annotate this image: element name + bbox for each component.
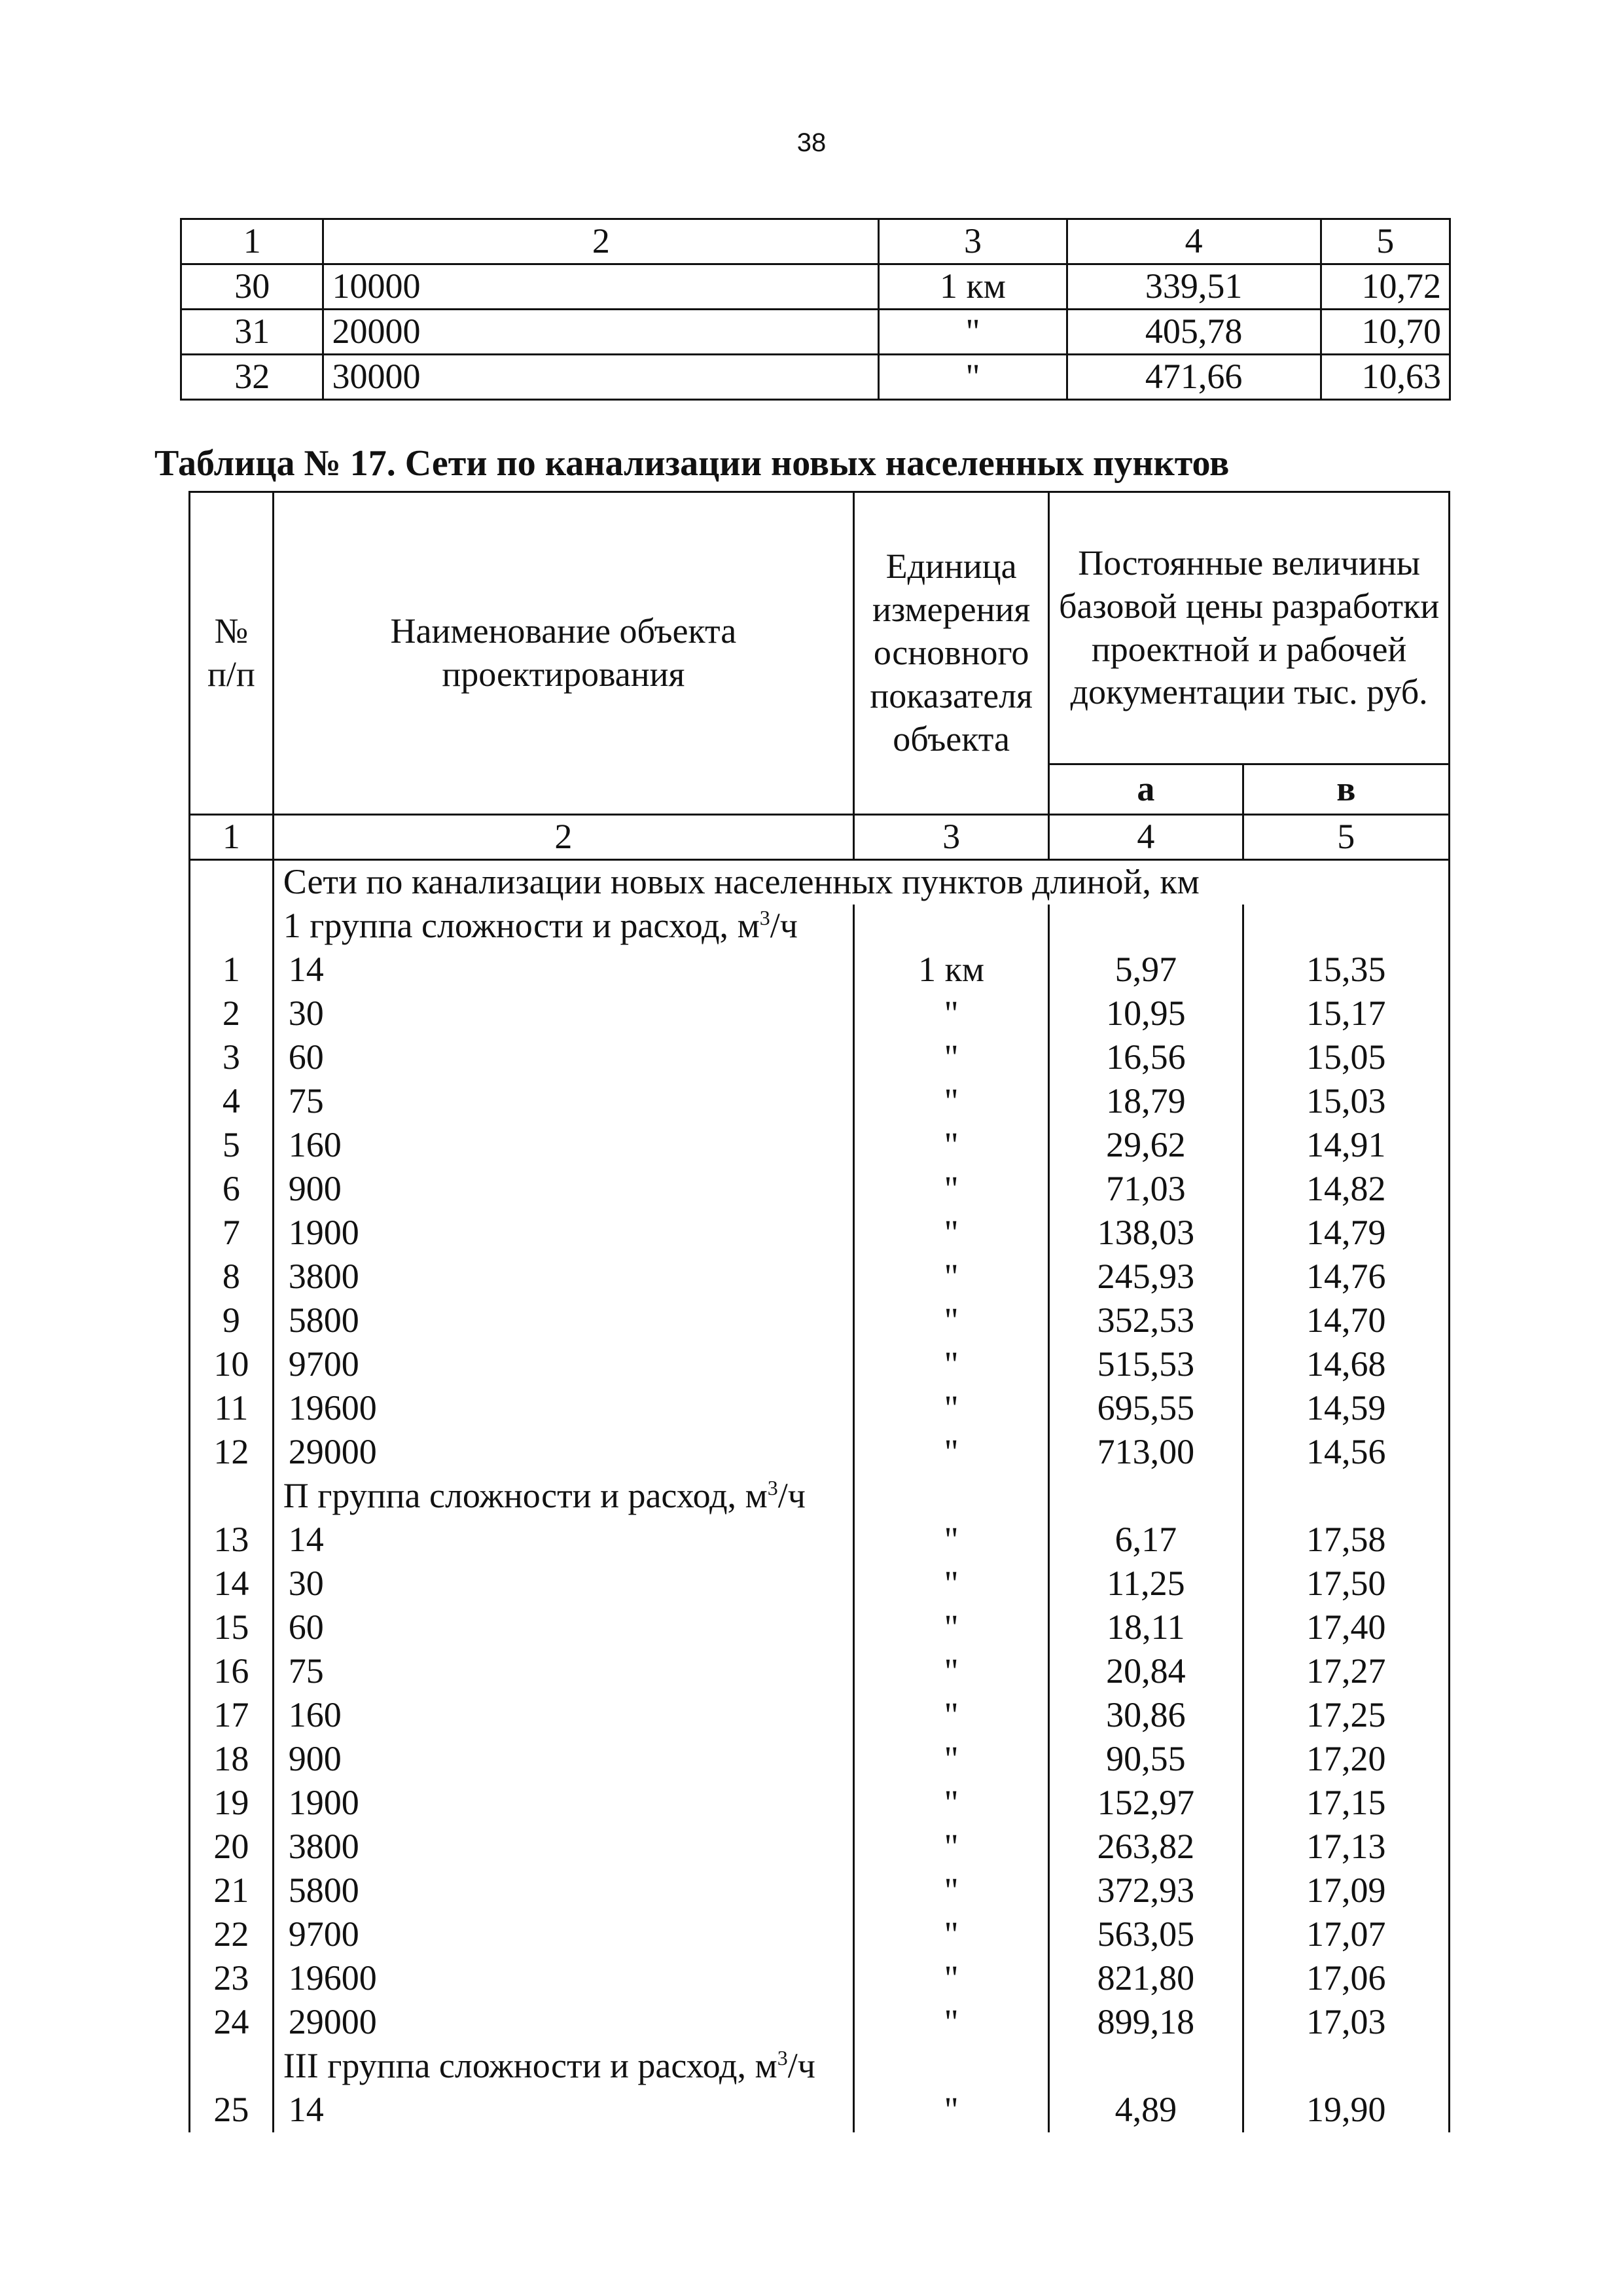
row-unit: " [853,1211,1048,1255]
unit-per-hour: /ч [770,906,798,946]
row-number: 11 [190,1387,274,1431]
row-unit: " [853,1782,1048,1825]
empty-cell [1243,1475,1449,1518]
unit-m: м [745,1476,768,1516]
row-value-b: 17,40 [1243,1606,1449,1650]
header-num: № п/п [190,492,274,815]
row-value-b: 17,07 [1243,1913,1449,1957]
table-row [190,1211,1450,1255]
table-row [190,1738,1450,1782]
row-number: 8 [190,1255,274,1299]
row-number [190,1475,274,1518]
column-number: 2 [273,814,853,859]
table-row [181,264,1450,309]
row-unit: " [853,1387,1048,1431]
table-row [190,1387,1450,1431]
row-value-b: 14,79 [1243,1211,1449,1255]
group-title-row [190,2045,1450,2089]
table-row [190,1343,1450,1387]
row-value-b: 15,03 [1243,1080,1449,1124]
table-row [190,2089,1450,2132]
row-number: 17 [190,1694,274,1738]
row-value-a: 30,86 [1049,1694,1243,1738]
row-number: 13 [190,1518,274,1562]
row-number: 23 [190,1957,274,2001]
column-number-row [190,814,1450,859]
table-row [190,1782,1450,1825]
row-value-b: 15,17 [1243,992,1449,1036]
row-value-a: 6,17 [1049,1518,1243,1562]
empty-cell [1049,905,1243,948]
row-unit: " [853,1562,1048,1606]
row-name: 160 [273,1694,853,1738]
row-value-b: 14,68 [1243,1343,1449,1387]
header-sub-a: а [1049,764,1243,815]
row-value-b: 17,03 [1243,2001,1449,2045]
row-name: 60 [273,1606,853,1650]
table-row [190,1168,1450,1211]
row-value-a: 10,95 [1049,992,1243,1036]
row-number: 14 [190,1562,274,1606]
row-unit: 1 км [853,948,1048,992]
empty-cell [853,905,1048,948]
table-row [190,1124,1450,1168]
table-row [190,992,1450,1036]
row-name: 5800 [273,1299,853,1343]
row-number [190,905,274,948]
row-value-b: 17,20 [1243,1738,1449,1782]
row-number: 25 [190,2089,274,2132]
header-sub-b: в [1243,764,1449,815]
row-number: 18 [190,1738,274,1782]
row-number: 9 [190,1299,274,1343]
table-row [190,1036,1450,1080]
table-row [190,2001,1450,2045]
row-unit: " [853,2001,1048,2045]
row-value-a: 515,53 [1049,1343,1243,1387]
empty-cell [1049,2045,1243,2089]
table-row [190,1431,1450,1475]
column-number: 1 [181,219,323,264]
row-number: 7 [190,1211,274,1255]
column-number-row [181,219,1450,264]
column-number: 1 [190,814,274,859]
row-name: 29000 [273,1431,853,1475]
row-unit: " [853,1124,1048,1168]
row-name: 5800 [273,1869,853,1913]
row-number: 4 [190,1080,274,1124]
row-value-b: 17,09 [1243,1869,1449,1913]
row-unit: " [853,1343,1048,1387]
row-unit: " [853,1255,1048,1299]
row-unit: 1 км [879,264,1067,309]
row-value-b: 14,82 [1243,1168,1449,1211]
row-value-a: 20,84 [1049,1650,1243,1694]
row-number [190,2045,274,2089]
row-value-a: 263,82 [1049,1825,1243,1869]
row-number: 2 [190,992,274,1036]
row-value-b: 17,25 [1243,1694,1449,1738]
column-number: 4 [1067,219,1321,264]
header-name: Наименование объекта проектирования [273,492,853,815]
row-value-a: 5,97 [1049,948,1243,992]
row-value-a: 405,78 [1067,309,1321,354]
row-number: 21 [190,1869,274,1913]
row-value-a: 352,53 [1049,1299,1243,1343]
row-name: 30000 [323,354,879,399]
table-row [190,1606,1450,1650]
group-title-row [190,1475,1450,1518]
table-row [181,309,1450,354]
row-unit: " [853,1650,1048,1694]
row-value-a: 563,05 [1049,1913,1243,1957]
row-value-b: 17,13 [1243,1825,1449,1869]
row-number: 20 [190,1825,274,1869]
row-value-b: 19,90 [1243,2089,1449,2132]
group-title [273,905,853,948]
row-number: 30 [181,264,323,309]
header-price: Постоянные величины базовой цены разработки проектной и рабочей документации тыс. руб. [1049,492,1450,764]
unit-per-hour: /ч [777,1476,806,1516]
row-unit: " [853,1168,1048,1211]
row-value-b: 17,58 [1243,1518,1449,1562]
row-value-b: 10,63 [1321,354,1450,399]
row-name: 29000 [273,2001,853,2045]
row-unit: " [853,1431,1048,1475]
table-row [190,1869,1450,1913]
table-row [190,1694,1450,1738]
row-unit: " [853,1957,1048,2001]
table-row [190,1825,1450,1869]
row-value-a: 4,89 [1049,2089,1243,2132]
row-value-a: 11,25 [1049,1562,1243,1606]
unit-per-hour: /ч [787,2046,815,2086]
row-value-a: 471,66 [1067,354,1321,399]
row-number: 15 [190,1606,274,1650]
row-number: 3 [190,1036,274,1080]
table-row [190,1957,1450,2001]
row-unit: " [853,1738,1048,1782]
row-name: 75 [273,1650,853,1694]
row-unit: " [853,1825,1048,1869]
table-row [190,1562,1450,1606]
row-number: 10 [190,1343,274,1387]
row-number: 32 [181,354,323,399]
empty-cell [1243,905,1449,948]
row-value-b: 10,70 [1321,309,1450,354]
table-row [190,1080,1450,1124]
main-table [188,491,1450,2132]
row-name: 19600 [273,1957,853,2001]
row-name: 1900 [273,1211,853,1255]
header-unit: Единица измерения основного показателя объекта [853,492,1048,815]
row-unit: " [853,1299,1048,1343]
unit-m: м [737,906,760,946]
row-value-b: 14,59 [1243,1387,1449,1431]
row-unit: " [853,1694,1048,1738]
row-number: 16 [190,1650,274,1694]
row-name: 14 [273,948,853,992]
row-number: 6 [190,1168,274,1211]
column-number: 2 [323,219,879,264]
group-title [273,2045,853,2089]
row-name: 75 [273,1080,853,1124]
empty-cell [1049,1475,1243,1518]
row-name: 9700 [273,1343,853,1387]
row-value-a: 372,93 [1049,1869,1243,1913]
row-name: 3800 [273,1825,853,1869]
row-value-a: 71,03 [1049,1168,1243,1211]
row-unit: " [853,1869,1048,1913]
unit-superscript: 3 [759,906,770,930]
empty-cell [853,2045,1048,2089]
row-value-a: 90,55 [1049,1738,1243,1782]
row-number: 22 [190,1913,274,1957]
page-number: 38 [796,128,827,157]
unit-m: м [755,2046,777,2086]
table-row [190,1299,1450,1343]
row-unit: " [879,354,1067,399]
column-number: 5 [1321,219,1450,264]
column-number: 5 [1243,814,1449,859]
table-row [190,1913,1450,1957]
row-value-a: 695,55 [1049,1387,1243,1431]
column-number: 3 [879,219,1067,264]
row-unit: " [853,1518,1048,1562]
row-number: 19 [190,1782,274,1825]
row-unit: " [879,309,1067,354]
row-value-a: 18,11 [1049,1606,1243,1650]
section-title-row [190,859,1450,905]
row-value-a: 821,80 [1049,1957,1243,2001]
row-value-b: 15,35 [1243,948,1449,992]
group-title-text: III группа сложности и расход, [283,2046,755,2086]
column-number: 3 [853,814,1048,859]
row-name: 14 [273,1518,853,1562]
table-title: Таблица № 17. Сети по канализации новых населенных пунктов [154,443,1230,484]
row-name: 900 [273,1738,853,1782]
row-name: 19600 [273,1387,853,1431]
row-number: 1 [190,948,274,992]
row-value-a: 713,00 [1049,1431,1243,1475]
group-title-text: 1 группа сложности и расход, [283,906,738,946]
empty-cell [853,1475,1048,1518]
section-title: Сети по канализации новых населенных пунктов длиной, км [273,859,1449,905]
row-value-b: 14,56 [1243,1431,1449,1475]
continuation-table [180,218,1451,401]
row-value-a: 138,03 [1049,1211,1243,1255]
row-unit: " [853,1080,1048,1124]
table-row [190,1255,1450,1299]
row-value-a: 245,93 [1049,1255,1243,1299]
row-name: 30 [273,1562,853,1606]
row-value-b: 14,91 [1243,1124,1449,1168]
row-value-b: 17,50 [1243,1562,1449,1606]
table-row [190,1650,1450,1694]
row-name: 3800 [273,1255,853,1299]
row-number: 5 [190,1124,274,1168]
unit-superscript: 3 [767,1476,778,1500]
row-name: 1900 [273,1782,853,1825]
header-row [190,492,1450,764]
row-value-a: 899,18 [1049,2001,1243,2045]
empty-cell [1243,2045,1449,2089]
row-name: 60 [273,1036,853,1080]
row-value-a: 152,97 [1049,1782,1243,1825]
row-name: 20000 [323,309,879,354]
row-value-b: 15,05 [1243,1036,1449,1080]
row-name: 900 [273,1168,853,1211]
row-name: 30 [273,992,853,1036]
row-name: 160 [273,1124,853,1168]
row-unit: " [853,992,1048,1036]
row-number: 12 [190,1431,274,1475]
row-value-b: 14,76 [1243,1255,1449,1299]
table-row [181,354,1450,399]
row-value-a: 339,51 [1067,264,1321,309]
row-value-b: 17,15 [1243,1782,1449,1825]
row-name: 9700 [273,1913,853,1957]
row-value-a: 18,79 [1049,1080,1243,1124]
group-title-text: П группа сложности и расход, [283,1476,745,1516]
group-title [273,1475,853,1518]
row-unit: " [853,1606,1048,1650]
table-row [190,948,1450,992]
row-unit: " [853,2089,1048,2132]
row-value-b: 14,70 [1243,1299,1449,1343]
row-unit: " [853,1913,1048,1957]
row-value-b: 17,27 [1243,1650,1449,1694]
row-value-a: 16,56 [1049,1036,1243,1080]
group-title-row [190,905,1450,948]
row-value-a: 29,62 [1049,1124,1243,1168]
column-number: 4 [1049,814,1243,859]
row-number: 31 [181,309,323,354]
table-row [190,1518,1450,1562]
unit-superscript: 3 [777,2046,788,2070]
row-number: 24 [190,2001,274,2045]
row-value-b: 17,06 [1243,1957,1449,2001]
row-value-b: 10,72 [1321,264,1450,309]
row-name: 14 [273,2089,853,2132]
row-name: 10000 [323,264,879,309]
row-unit: " [853,1036,1048,1080]
